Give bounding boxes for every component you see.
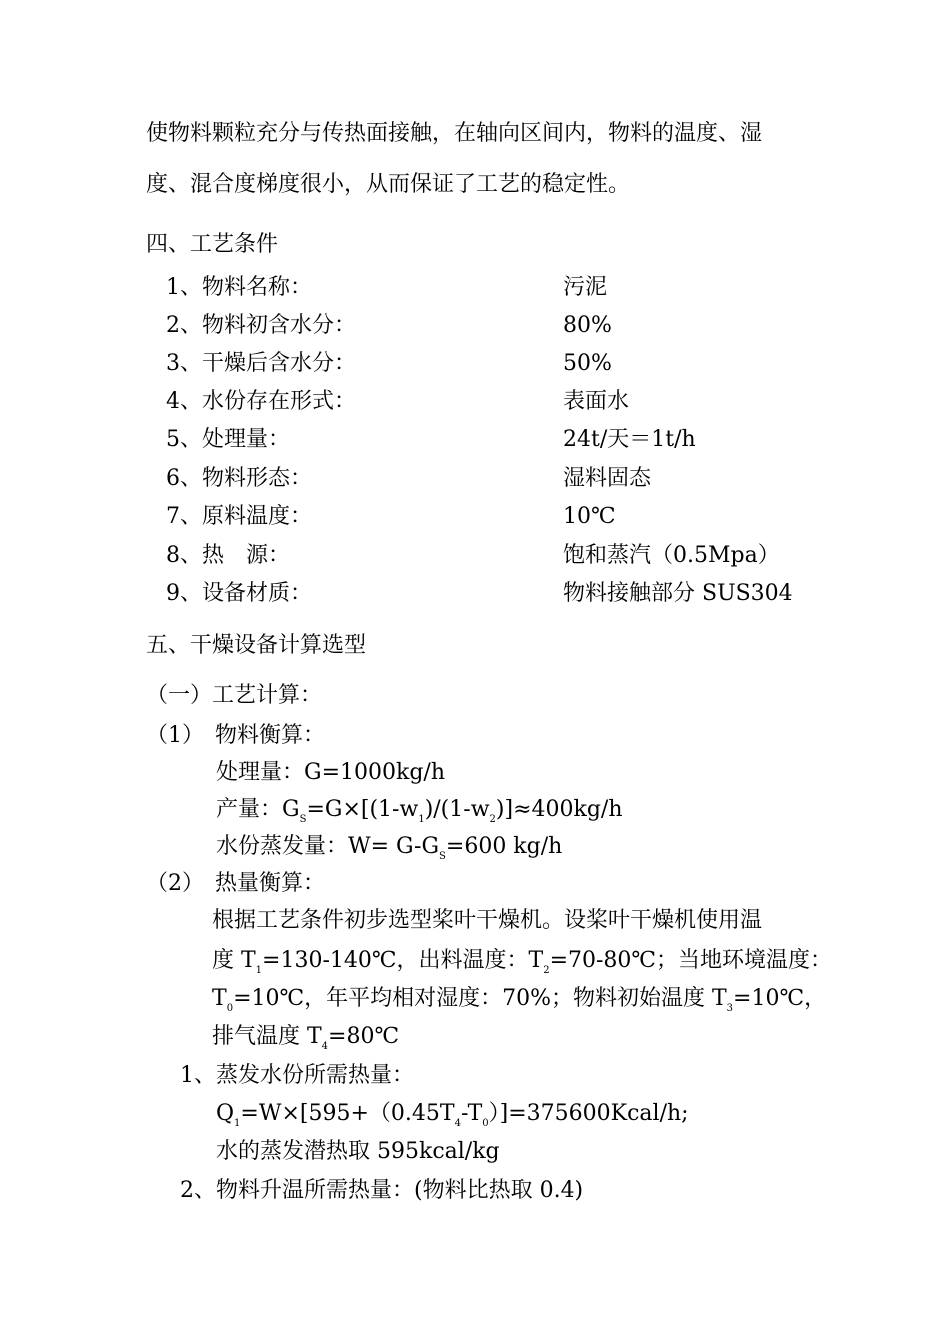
material-balance-heading: （1） 物料衡算： (146, 723, 325, 748)
condition-value: 24t/天＝1t/h (563, 427, 696, 452)
section-4-title: 四、工艺条件 (146, 232, 279, 257)
condition-value: 湿料固态 (563, 466, 652, 491)
heat-balance-para-2: 度 $T_1=130-140℃$，出料温度：$T_2=70-80℃$；当地环境温度： (212, 948, 833, 976)
evaporation-heat-formula: $Q_1=W\times[595+(0.45T_4-T_0)]=375600Kcal/h$; (216, 1101, 689, 1129)
condition-label: 3、干燥后含水分： (166, 351, 356, 376)
heat-balance-para-3: $T_0=10℃$，年平均相对湿度：70%；物料初始温度 $T_3=10℃$， (212, 986, 827, 1014)
condition-label: 6、物料形态： (166, 466, 312, 491)
condition-value: 饱和蒸汽（0.5Mpa） (563, 543, 780, 568)
heat-balance-heading: （2） 热量衡算： (146, 871, 325, 896)
throughput-line: 处理量：G=1000kg/h (216, 760, 445, 785)
heat-balance-para-1: 根据工艺条件初步选型桨叶干燥机。设桨叶干燥机使用温 (212, 908, 763, 933)
output-formula: 产量：$G_S=G\times[(1-w_1)/(1-w_2)]\approx 400kg/h$ (216, 797, 623, 825)
condition-value: 10℃ (563, 504, 616, 529)
heat-balance-para-4: 排气温度 $T_4=80℃$ (212, 1024, 400, 1052)
intro-line-2: 度、混合度梯度很小，从而保证了工艺的稳定性。 (146, 172, 631, 197)
condition-value: 50% (563, 351, 612, 376)
condition-label: 8、热 源： (166, 543, 290, 568)
condition-label: 5、处理量： (166, 427, 290, 452)
item-1-heading: 1、蒸发水份所需热量： (180, 1063, 414, 1088)
intro-line-1: 使物料颗粒充分与传热面接触，在轴向区间内，物料的温度、湿 (146, 121, 763, 146)
evaporation-formula: 水份蒸发量：$W= G-G_S=600$ kg/h (216, 834, 563, 862)
condition-label: 4、水份存在形式： (166, 389, 356, 414)
condition-label: 1、物料名称： (166, 275, 312, 300)
condition-value: 表面水 (563, 389, 630, 414)
item-2-heading: 2、物料升温所需热量：(物料比热取 0.4) (180, 1178, 584, 1203)
condition-label: 2、物料初含水分： (166, 313, 356, 338)
condition-label: 7、原料温度： (166, 504, 312, 529)
condition-value: 污泥 (563, 275, 608, 300)
condition-value: 80% (563, 313, 612, 338)
latent-heat-note: 水的蒸发潜热取 595kcal/kg (216, 1139, 500, 1164)
condition-label: 9、设备材质： (166, 581, 312, 606)
subsection-process-calc: （一）工艺计算： (146, 683, 323, 708)
condition-value: 物料接触部分 SUS304 (563, 581, 793, 606)
section-5-title: 五、干燥设备计算选型 (146, 633, 367, 658)
